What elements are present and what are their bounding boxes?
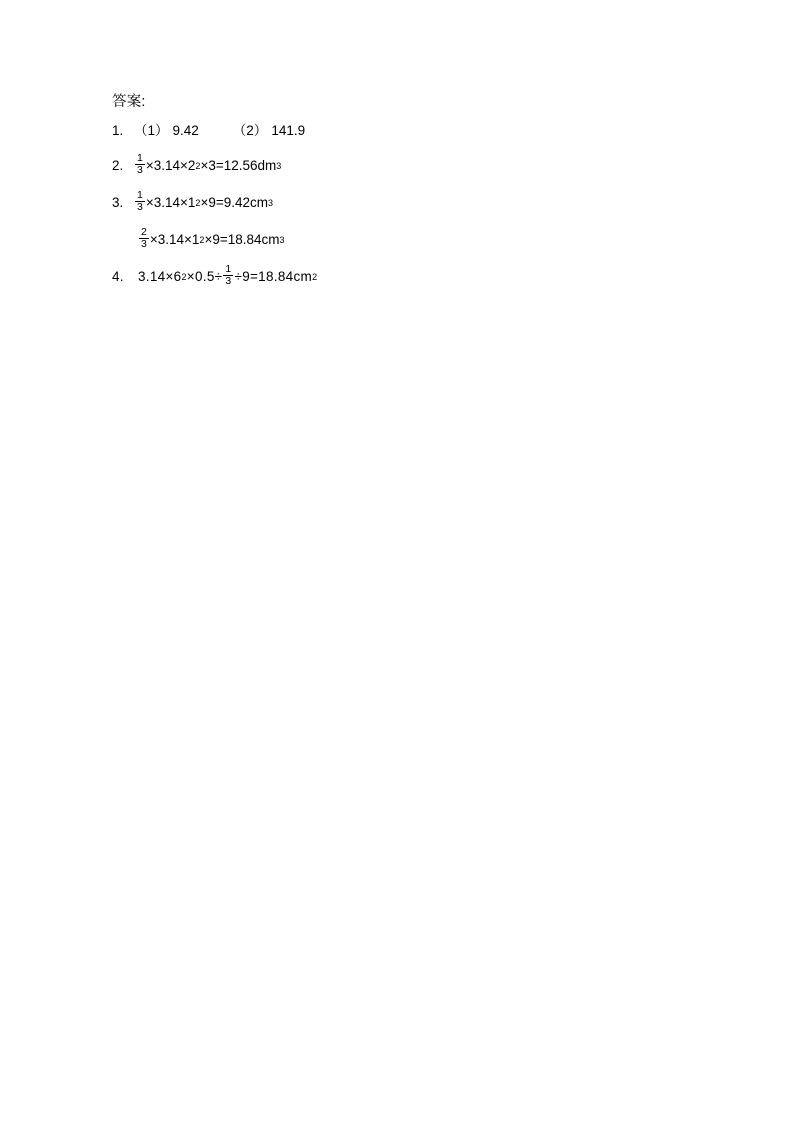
fraction-two-thirds [139,227,149,250]
fraction-denominator: 3 [225,275,232,288]
expression-tail: ÷9=18.84 [234,268,294,284]
answer-3b-expression: $\frac{2}{3}$ × 3.14 × 1 2 × 9 = 18.84 cm 3 [141,226,285,251]
answer-item-2 [112,154,712,177]
answer-1-part-2 [233,122,305,140]
unit-label: cm [261,231,280,247]
fraction-one-third [135,153,145,176]
pi-value: 3.14 [153,157,181,173]
expression-mid: ×0.5÷ [186,268,223,284]
result-value: 18.84 [227,231,262,247]
factor-value: 9 [208,194,216,210]
operator-multiply-1: × [145,157,154,173]
pi-value: 3.14 [153,194,181,210]
fraction-numerator: 2 [141,226,147,239]
fraction-numerator: 1 [137,189,143,202]
answer-1-part-1 [134,122,199,140]
equals-sign: = [215,157,224,173]
fraction-one-third [223,264,233,287]
operator-multiply-1: × [145,194,154,210]
answer-number-2: 2. [112,157,124,173]
base-value: 2 [187,157,196,173]
fraction-denominator: 3 [137,201,143,214]
unit-label: cm [250,194,269,210]
expression-lead: 3.14×6 [138,268,182,284]
answer-4-expression: 3.14×6 2 ×0.5÷ $\frac{1}{3}$ ÷9=18.84 cm 2 [138,263,318,288]
operator-multiply-2: × [184,231,192,247]
answer-2-expression: $\frac{1}{3}$ × 3.14 × 2 2 × 3 = 12.56 dm 3 [137,152,282,177]
answer-item-1 [112,122,712,140]
fraction-one-third [135,190,145,213]
factor-value: 9 [212,231,220,247]
answer-1-part-1-value: 9.42 [172,123,199,138]
answer-1-part-2-label: （2） [232,123,268,138]
fraction-numerator: 1 [137,152,143,164]
answer-1-part-1-label: （1） [134,123,169,138]
fraction-denominator: 3 [141,238,147,251]
answer-number-1: 1. [112,123,124,138]
pi-value: 3.14 [157,231,185,247]
answer-item-4 [112,265,712,288]
operator-multiply-3: × [200,157,209,173]
answer-number-3: 3. [112,194,124,210]
operator-multiply-1: × [149,231,158,247]
operator-multiply-2: × [180,157,188,173]
result-value: 9.42 [223,194,251,210]
unit-label: cm [293,268,313,284]
page-title: 答案: [112,94,146,110]
equals-sign: = [215,194,224,210]
result-value: 12.56 [223,157,258,173]
answer-item-3 [112,191,712,214]
answer-1-part-2-value: 141.9 [271,123,306,138]
factor-value: 3 [208,157,216,173]
answer-item-3b [112,228,712,251]
answer-key-content [112,92,712,302]
answer-number-4: 4. [112,268,124,284]
operator-multiply-3: × [204,231,213,247]
equals-sign: = [219,231,228,247]
fraction-numerator: 1 [225,263,232,276]
operator-multiply-3: × [200,194,209,210]
fraction-denominator: 3 [137,164,143,177]
unit-label: dm [257,157,277,173]
base-value: 1 [191,231,200,247]
answer-3-expression: $\frac{1}{3}$ × 3.14 × 1 2 × 9 = 9.42 cm 3 [137,189,274,214]
operator-multiply-2: × [180,194,188,210]
base-value: 1 [187,194,196,210]
